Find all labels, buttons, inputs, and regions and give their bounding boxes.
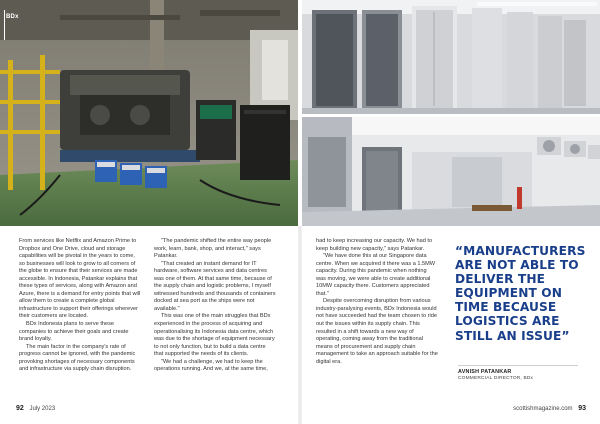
paragraph: BDx Indonesia plans to serve these companies to achieve their goals and create brand loyalty. <box>19 321 129 343</box>
page-number-left: 92 <box>16 405 24 412</box>
photo-server-racks <box>302 0 600 114</box>
paragraph: "We had a challenge, we had to keep the operations running. And we, at the same time, <box>154 358 268 373</box>
paragraph: had to keep increasing our capacity. We had to keep building new capacity," says Patankar. <box>316 238 433 252</box>
page-gutter <box>298 226 302 424</box>
footer-right <box>513 405 586 412</box>
quote-divider <box>458 365 578 366</box>
paragraph: "We have done this at our Singapore data centre. When we acquired it there was a 1.5MW capacity. During this pandemic when nothing was moving, we were able to create additional 10MW capacity there. Customers appreciated that." <box>316 253 436 297</box>
footer-left <box>16 405 55 412</box>
paragraph: "The pandemic shifted the entire way people work, learn, bank, shop, and interact," says Patankar. <box>154 238 272 260</box>
quote-attribution-role: COMMERCIAL DIRECTOR, BDx <box>458 376 534 381</box>
paragraph: "That created an instant demand for IT hardware, software services and data centres was one of them. At that same time, because of the supply chain and logistic problems, I myself witnessed hundreds and thousands of containers docked at sea port as the ships were not available." <box>154 260 276 312</box>
pull-quote: “MANUFACTURERS ARE NOT ABLE TO DELIVER THE EQUIPMENT ON TIME BECAUSE LOGISTICS ARE STILL AN ISSUE” <box>455 244 586 343</box>
issue-date: July 2023 <box>29 406 56 412</box>
article-column-1 <box>19 238 141 374</box>
section-tag: BDx <box>6 14 19 20</box>
paragraph: Despite overcoming disruption from various industry-paralysing events, BDx Indonesia would not have succeeded had the team chosen to ride out the issues within its supply chain. This resulted in a shift towards a new way of operating, coming away from the traditional means of procurement and supply chain management to take an approach suitable for the digital era. <box>316 298 438 365</box>
paragraph: From services like Netflix and Amazon Prime to Dropbox and One Drive, cloud and storage capabilities will be pivotal in the years to come, so businesses will look to grow to all corners of the globe to ensure that their services are made accessible. In Indonesia, Patankar explains that these types of services, along with Amazon and Azure, there is a demand for entry points that will allow them to create a complete global infrastructure to support their offerings wherever their customers are located. <box>19 238 141 320</box>
paragraph: The main factor in the company's rate of progress cannot be ignored, with the pandemic provoking shortages of necessary components and infrastructure via supply chain disruption. <box>19 343 136 373</box>
quote-attribution-name: AVNISH PATANKAR <box>458 369 512 375</box>
magazine-site: scottishmagazine.com <box>513 406 573 412</box>
paragraph: This was one of the main struggles that BDx experienced in the process of acquiring and operationalising its Indonesia data centre, which was due to the shortage of equipment necessary to not only function, but to build a data centre that supported the needs of its clients. <box>154 313 275 358</box>
article-column-3 <box>316 238 438 366</box>
photo-data-centre-corridor <box>302 117 600 226</box>
photo-generator-room <box>0 0 298 226</box>
article-column-2 <box>154 238 276 374</box>
section-tag-rule <box>4 10 5 40</box>
page-number-right: 93 <box>578 405 586 412</box>
